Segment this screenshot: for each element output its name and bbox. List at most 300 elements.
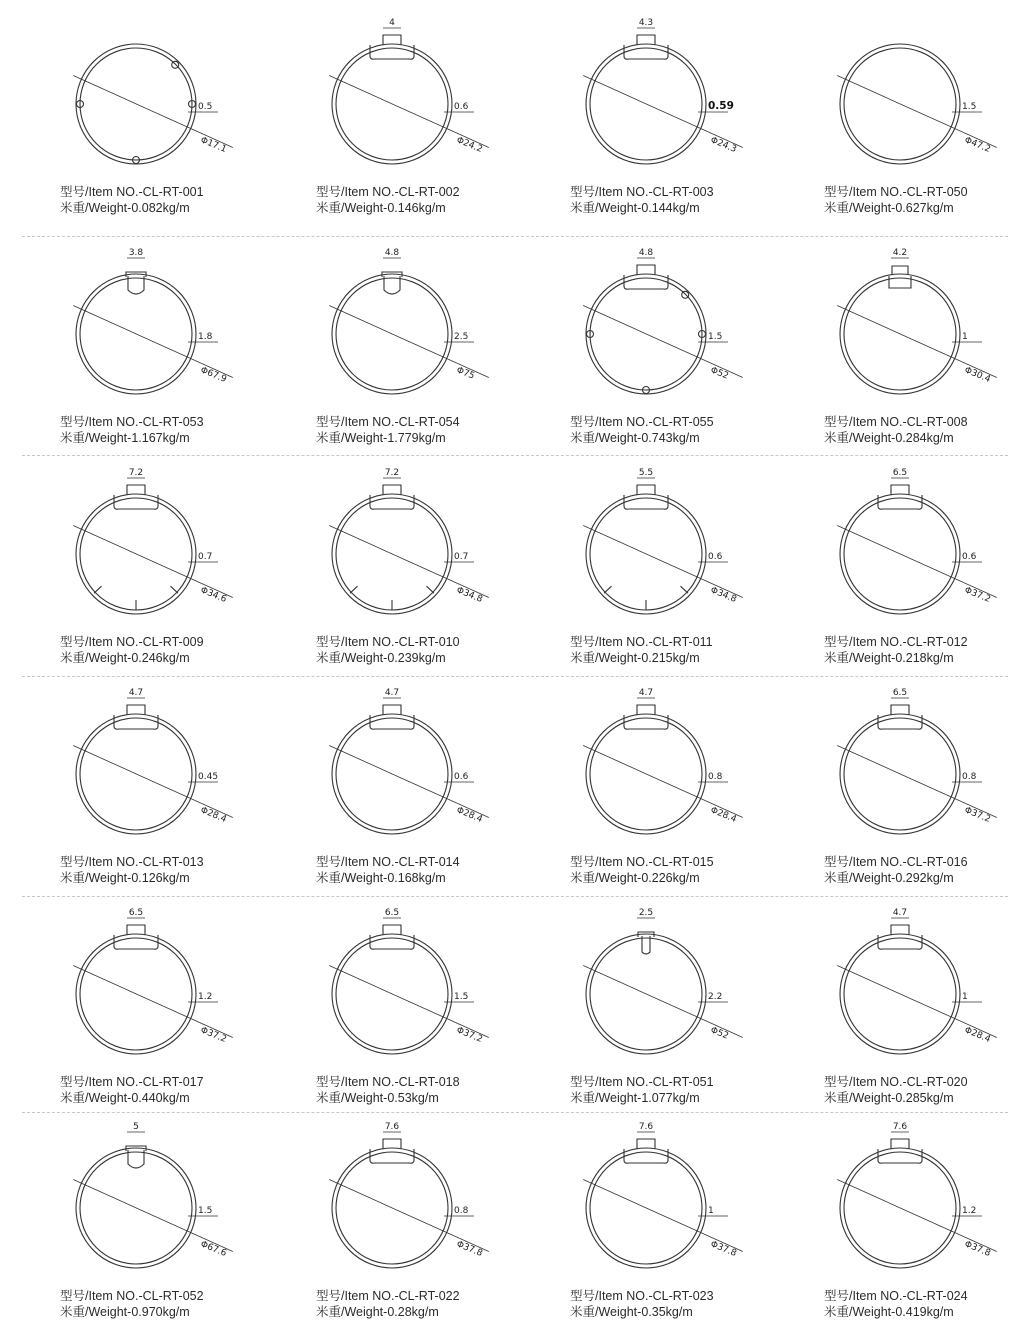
diameter-label: Φ52 bbox=[708, 1025, 730, 1042]
weight bbox=[570, 200, 714, 216]
diameter-label: Φ28.4 bbox=[454, 805, 484, 825]
profile-card bbox=[772, 898, 1013, 1116]
profile-card bbox=[264, 238, 514, 456]
item-code: CL-RT-018 bbox=[398, 1075, 460, 1089]
item-number bbox=[824, 854, 968, 870]
weight-value: 0.53kg/m bbox=[387, 1091, 439, 1105]
inner-channel bbox=[624, 1149, 668, 1163]
profile-card bbox=[264, 678, 514, 896]
weight-value: 1.077kg/m bbox=[641, 1091, 700, 1105]
item-number bbox=[316, 634, 460, 650]
profile-card bbox=[772, 238, 1013, 456]
weight-value: 0.126kg/m bbox=[131, 871, 190, 885]
item-prefix: 型号/Item NO.- bbox=[570, 185, 653, 199]
item-code: CL-RT-014 bbox=[398, 855, 460, 869]
weight bbox=[60, 650, 204, 666]
item-number bbox=[60, 184, 204, 200]
weight bbox=[824, 200, 968, 216]
item-number bbox=[570, 1074, 714, 1090]
slot-width-label: 2.5 bbox=[638, 908, 654, 918]
item-code: CL-RT-009 bbox=[142, 635, 204, 649]
item-code: CL-RT-008 bbox=[906, 415, 968, 429]
wall-thickness-label: 0.6 bbox=[454, 102, 469, 112]
weight bbox=[570, 430, 714, 446]
item-number bbox=[824, 414, 968, 430]
item-code: CL-RT-016 bbox=[906, 855, 968, 869]
item-code: CL-RT-054 bbox=[398, 415, 460, 429]
diameter-label: Φ37.8 bbox=[708, 1239, 738, 1259]
item-code: CL-RT-001 bbox=[142, 185, 204, 199]
profile-outline bbox=[76, 705, 196, 834]
item-number bbox=[824, 634, 968, 650]
weight-prefix: 米重/Weight- bbox=[316, 1091, 388, 1105]
item-prefix: 型号/Item NO.- bbox=[570, 1075, 653, 1089]
profile-drawing bbox=[8, 458, 258, 628]
weight-prefix: 米重/Weight- bbox=[316, 431, 388, 445]
weight-value: 0.144kg/m bbox=[641, 201, 700, 215]
inner-rib bbox=[350, 586, 358, 593]
item-number bbox=[60, 414, 204, 430]
weight-prefix: 米重/Weight- bbox=[316, 871, 388, 885]
item-code: CL-RT-013 bbox=[142, 855, 204, 869]
profile-outline bbox=[332, 35, 452, 164]
inner-channel bbox=[624, 495, 668, 509]
inner-channel bbox=[114, 935, 158, 949]
profile-caption bbox=[824, 634, 968, 666]
profile-drawing bbox=[772, 8, 1013, 178]
weight bbox=[316, 1304, 460, 1320]
item-prefix: 型号/Item NO.- bbox=[824, 415, 907, 429]
wall-thickness-label: 0.8 bbox=[454, 1206, 469, 1216]
item-code: CL-RT-053 bbox=[142, 415, 204, 429]
weight-value: 0.146kg/m bbox=[387, 201, 446, 215]
weight bbox=[824, 870, 968, 886]
profile-drawing bbox=[8, 8, 258, 178]
inner-channel bbox=[370, 45, 414, 59]
weight-value: 0.215kg/m bbox=[641, 651, 700, 665]
profile-outline bbox=[332, 925, 452, 1054]
profile-card bbox=[772, 8, 1013, 226]
wall-thickness-label: 0.5 bbox=[198, 102, 213, 112]
weight-value: 0.440kg/m bbox=[131, 1091, 190, 1105]
wall-thickness-label: 2.2 bbox=[708, 992, 723, 1002]
profile-drawing bbox=[772, 898, 1013, 1068]
profile-caption bbox=[824, 1074, 968, 1106]
profile-card bbox=[518, 898, 768, 1116]
weight-prefix: 米重/Weight- bbox=[824, 1305, 896, 1319]
diameter-label: Φ37.8 bbox=[962, 1239, 992, 1259]
profile-drawing bbox=[518, 238, 768, 408]
profile-caption bbox=[316, 414, 460, 446]
wall-thickness-label: 1.2 bbox=[962, 1206, 977, 1216]
item-code: CL-RT-003 bbox=[652, 185, 714, 199]
weight-prefix: 米重/Weight- bbox=[824, 431, 896, 445]
diameter-label: Φ52 bbox=[708, 365, 730, 382]
slot-width-label: 4.8 bbox=[384, 248, 400, 258]
item-code: CL-RT-012 bbox=[906, 635, 968, 649]
profile-caption bbox=[824, 854, 968, 886]
diameter-label: Φ47.2 bbox=[962, 135, 992, 155]
weight-value: 0.226kg/m bbox=[641, 871, 700, 885]
item-prefix: 型号/Item NO.- bbox=[60, 1075, 143, 1089]
weight-prefix: 米重/Weight- bbox=[60, 1091, 132, 1105]
profile-outline bbox=[586, 35, 706, 164]
profile-card bbox=[518, 8, 768, 226]
item-prefix: 型号/Item NO.- bbox=[316, 635, 399, 649]
profile-caption bbox=[570, 854, 714, 886]
slot-width-label: 5 bbox=[133, 1122, 139, 1132]
weight-value: 0.292kg/m bbox=[895, 871, 954, 885]
profile-outline bbox=[840, 1139, 960, 1268]
profile-caption bbox=[570, 414, 714, 446]
profile-card bbox=[518, 238, 768, 456]
weight-value: 0.082kg/m bbox=[131, 201, 190, 215]
weight-prefix: 米重/Weight- bbox=[316, 201, 388, 215]
diameter-label: Φ24.2 bbox=[454, 135, 484, 155]
item-prefix: 型号/Item NO.- bbox=[316, 1289, 399, 1303]
diameter-label: Φ28.4 bbox=[708, 805, 738, 825]
diameter-label: Φ67.9 bbox=[198, 365, 228, 385]
profile-drawing bbox=[264, 238, 514, 408]
item-number bbox=[570, 414, 714, 430]
slot-width-label: 4.7 bbox=[892, 908, 908, 918]
item-code: CL-RT-020 bbox=[906, 1075, 968, 1089]
profile-caption bbox=[316, 1074, 460, 1106]
diameter-label: Φ37.2 bbox=[454, 1025, 484, 1045]
weight-prefix: 米重/Weight- bbox=[316, 651, 388, 665]
profile-card bbox=[8, 8, 258, 226]
item-number bbox=[570, 1288, 714, 1304]
diameter-label: Φ24.3 bbox=[708, 135, 738, 155]
profile-caption bbox=[570, 184, 714, 216]
profile-caption bbox=[60, 414, 204, 446]
profile-outline bbox=[840, 485, 960, 614]
weight bbox=[824, 430, 968, 446]
item-prefix: 型号/Item NO.- bbox=[570, 415, 653, 429]
profile-drawing bbox=[518, 1112, 768, 1282]
item-prefix: 型号/Item NO.- bbox=[60, 185, 143, 199]
wall-thickness-label: 0.7 bbox=[454, 552, 469, 562]
profile-card bbox=[772, 458, 1013, 676]
wall-thickness-label: 1.5 bbox=[198, 1206, 213, 1216]
weight-value: 0.35kg/m bbox=[641, 1305, 693, 1319]
profile-outline bbox=[840, 705, 960, 834]
item-prefix: 型号/Item NO.- bbox=[570, 855, 653, 869]
weight-prefix: 米重/Weight- bbox=[570, 871, 642, 885]
inner-channel bbox=[114, 715, 158, 729]
row-divider bbox=[22, 676, 1008, 677]
narrow-groove bbox=[642, 936, 650, 954]
profile-caption bbox=[570, 1074, 714, 1106]
weight-prefix: 米重/Weight- bbox=[570, 201, 642, 215]
profile-card bbox=[264, 458, 514, 676]
profile-caption bbox=[570, 1288, 714, 1320]
profile-caption bbox=[60, 1074, 204, 1106]
profile-drawing bbox=[8, 898, 258, 1068]
weight-prefix: 米重/Weight- bbox=[60, 431, 132, 445]
inner-rib bbox=[681, 586, 689, 593]
profile-card bbox=[8, 678, 258, 896]
weight-value: 0.218kg/m bbox=[895, 651, 954, 665]
row-divider bbox=[22, 896, 1008, 897]
slot-width-label: 7.6 bbox=[892, 1122, 908, 1132]
weight bbox=[570, 1304, 714, 1320]
profile-outline bbox=[586, 485, 706, 614]
weight-prefix: 米重/Weight- bbox=[824, 1091, 896, 1105]
item-number bbox=[316, 1288, 460, 1304]
profile-caption bbox=[316, 1288, 460, 1320]
profile-outline bbox=[586, 265, 706, 394]
diameter-label: Φ28.4 bbox=[198, 805, 228, 825]
wall-thickness-label: 2.5 bbox=[454, 332, 469, 342]
profile-card bbox=[518, 1112, 768, 1330]
weight-prefix: 米重/Weight- bbox=[570, 1091, 642, 1105]
weight bbox=[316, 870, 460, 886]
profile-card bbox=[8, 898, 258, 1116]
profile-drawing bbox=[8, 1112, 258, 1282]
inner-rib bbox=[604, 586, 612, 593]
diameter-label: Φ37.2 bbox=[198, 1025, 228, 1045]
weight bbox=[570, 870, 714, 886]
slot-width-label: 6.5 bbox=[128, 908, 144, 918]
inner-rib bbox=[171, 586, 179, 593]
weight bbox=[60, 430, 204, 446]
item-prefix: 型号/Item NO.- bbox=[316, 1075, 399, 1089]
profile-drawing bbox=[264, 678, 514, 848]
weight bbox=[316, 430, 460, 446]
weight-value: 0.284kg/m bbox=[895, 431, 954, 445]
item-code: CL-RT-051 bbox=[652, 1075, 714, 1089]
inner-channel bbox=[878, 495, 922, 509]
profile-outline bbox=[586, 705, 706, 834]
inner-channel bbox=[370, 1149, 414, 1163]
weight-value: 0.168kg/m bbox=[387, 871, 446, 885]
profile-caption bbox=[316, 184, 460, 216]
wall-thickness-label: 1 bbox=[708, 1206, 714, 1216]
slot-width-label: 7.2 bbox=[128, 468, 144, 478]
item-number bbox=[316, 1074, 460, 1090]
wall-thickness-label: 0.8 bbox=[708, 772, 723, 782]
profile-drawing bbox=[772, 678, 1013, 848]
diameter-label: Φ34.6 bbox=[198, 585, 228, 605]
profile-card bbox=[8, 1112, 258, 1330]
inner-channel bbox=[624, 45, 668, 59]
inner-channel bbox=[370, 715, 414, 729]
diameter-label: Φ75 bbox=[454, 365, 476, 382]
item-prefix: 型号/Item NO.- bbox=[60, 635, 143, 649]
wall-thickness-label: 1 bbox=[962, 992, 968, 1002]
profile-card bbox=[518, 678, 768, 896]
wall-thickness-label: 1.5 bbox=[454, 992, 469, 1002]
weight-prefix: 米重/Weight- bbox=[824, 651, 896, 665]
profile-drawing bbox=[8, 238, 258, 408]
slot-width-label: 6.5 bbox=[384, 908, 400, 918]
wall-thickness-label: 1.8 bbox=[198, 332, 213, 342]
wall-thickness-label: 1.5 bbox=[962, 102, 977, 112]
item-number bbox=[60, 1288, 204, 1304]
profile-card bbox=[264, 1112, 514, 1330]
item-number bbox=[570, 184, 714, 200]
item-code: CL-RT-023 bbox=[652, 1289, 714, 1303]
item-prefix: 型号/Item NO.- bbox=[824, 185, 907, 199]
profile-outline bbox=[586, 932, 706, 1054]
diameter-label: Φ30.4 bbox=[962, 365, 992, 385]
weight-value: 1.779kg/m bbox=[387, 431, 446, 445]
profile-outline bbox=[332, 272, 452, 394]
item-code: CL-RT-055 bbox=[652, 415, 714, 429]
weight bbox=[316, 200, 460, 216]
item-code: CL-RT-017 bbox=[142, 1075, 204, 1089]
diameter-label: Φ37.2 bbox=[962, 585, 992, 605]
weight bbox=[316, 1090, 460, 1106]
item-number bbox=[60, 854, 204, 870]
diameter-line bbox=[583, 1180, 743, 1252]
diameter-label: Φ37.8 bbox=[454, 1239, 484, 1259]
wall-notch bbox=[682, 291, 689, 298]
item-code: CL-RT-011 bbox=[652, 635, 713, 649]
weight-prefix: 米重/Weight- bbox=[60, 871, 132, 885]
item-number bbox=[316, 414, 460, 430]
weight bbox=[824, 650, 968, 666]
profile-outline bbox=[76, 925, 196, 1054]
profile-card bbox=[772, 1112, 1013, 1330]
item-code: CL-RT-002 bbox=[398, 185, 460, 199]
slot-width-label: 4.8 bbox=[638, 248, 654, 258]
item-number bbox=[60, 1074, 204, 1090]
inner-rib bbox=[94, 586, 102, 593]
slot-width-label: 4.2 bbox=[892, 248, 908, 258]
inner-channel bbox=[370, 935, 414, 949]
item-prefix: 型号/Item NO.- bbox=[824, 855, 907, 869]
profile-outline bbox=[76, 1146, 196, 1268]
slot-width-label: 4.7 bbox=[638, 688, 654, 698]
diameter-label: Φ37.2 bbox=[962, 805, 992, 825]
item-prefix: 型号/Item NO.- bbox=[824, 1075, 907, 1089]
profile-caption bbox=[60, 634, 204, 666]
weight bbox=[60, 870, 204, 886]
weight-prefix: 米重/Weight- bbox=[60, 1305, 132, 1319]
slot-width-label: 4 bbox=[389, 18, 395, 28]
weight-value: 0.419kg/m bbox=[895, 1305, 954, 1319]
profile-drawing bbox=[772, 458, 1013, 628]
inner-channel bbox=[878, 935, 922, 949]
weight bbox=[824, 1304, 968, 1320]
slot-width-label: 4.3 bbox=[638, 18, 654, 28]
profile-caption bbox=[824, 414, 968, 446]
profile-outline bbox=[76, 485, 196, 614]
item-prefix: 型号/Item NO.- bbox=[824, 635, 907, 649]
weight bbox=[824, 1090, 968, 1106]
weight bbox=[570, 650, 713, 666]
weight bbox=[60, 1304, 204, 1320]
weight-value: 0.239kg/m bbox=[387, 651, 446, 665]
inner-channel bbox=[114, 495, 158, 509]
inner-rib bbox=[427, 586, 435, 593]
weight-prefix: 米重/Weight- bbox=[60, 651, 132, 665]
item-prefix: 型号/Item NO.- bbox=[60, 855, 143, 869]
weight-prefix: 米重/Weight- bbox=[824, 201, 896, 215]
item-prefix: 型号/Item NO.- bbox=[570, 635, 653, 649]
slot-width-label: 6.5 bbox=[892, 688, 908, 698]
weight bbox=[60, 200, 204, 216]
profile-drawing bbox=[8, 678, 258, 848]
item-prefix: 型号/Item NO.- bbox=[316, 415, 399, 429]
slot-width-label: 7.6 bbox=[384, 1122, 400, 1132]
weight-value: 0.743kg/m bbox=[641, 431, 700, 445]
item-number bbox=[316, 184, 460, 200]
slot-width-label: 6.5 bbox=[892, 468, 908, 478]
item-prefix: 型号/Item NO.- bbox=[316, 855, 399, 869]
wall-thickness-label: 0.59 bbox=[708, 100, 734, 112]
item-number bbox=[570, 634, 713, 650]
profile-caption bbox=[316, 854, 460, 886]
weight-value: 1.167kg/m bbox=[131, 431, 190, 445]
profile-card bbox=[8, 238, 258, 456]
wall-thickness-label: 0.8 bbox=[962, 772, 977, 782]
item-number bbox=[824, 184, 968, 200]
item-prefix: 型号/Item NO.- bbox=[60, 1289, 143, 1303]
diameter-label: Φ17.1 bbox=[198, 135, 228, 155]
profile-drawing bbox=[264, 1112, 514, 1282]
profile-outline bbox=[332, 485, 452, 614]
weight-prefix: 米重/Weight- bbox=[570, 1305, 642, 1319]
weight-value: 0.285kg/m bbox=[895, 1091, 954, 1105]
weight-prefix: 米重/Weight- bbox=[570, 651, 642, 665]
item-code: CL-RT-015 bbox=[652, 855, 714, 869]
diameter-line bbox=[837, 306, 997, 378]
profile-drawing bbox=[518, 458, 768, 628]
profile-caption bbox=[316, 634, 460, 666]
row-divider bbox=[22, 236, 1008, 237]
slot-width-label: 4.7 bbox=[128, 688, 144, 698]
wall-thickness-label: 1.2 bbox=[198, 992, 213, 1002]
weight-prefix: 米重/Weight- bbox=[316, 1305, 388, 1319]
wall-thickness-label: 0.45 bbox=[198, 772, 219, 782]
profile-outline bbox=[840, 266, 960, 394]
diameter-line bbox=[837, 966, 997, 1038]
inner-channel bbox=[624, 715, 668, 729]
item-prefix: 型号/Item NO.- bbox=[316, 185, 399, 199]
item-code: CL-RT-010 bbox=[398, 635, 460, 649]
profile-outline bbox=[586, 1139, 706, 1268]
diameter-label: Φ34.8 bbox=[708, 585, 738, 605]
profile-outline bbox=[332, 705, 452, 834]
profile-caption bbox=[824, 1288, 968, 1320]
diameter-label: Φ34.8 bbox=[454, 585, 484, 605]
item-number bbox=[824, 1288, 968, 1304]
profile-drawing bbox=[264, 898, 514, 1068]
weight-value: 0.970kg/m bbox=[131, 1305, 190, 1319]
wall-thickness-label: 0.7 bbox=[198, 552, 213, 562]
wall-thickness-label: 1.5 bbox=[708, 332, 723, 342]
profile-outline bbox=[76, 272, 196, 394]
profile-drawing bbox=[264, 458, 514, 628]
profile-caption bbox=[824, 184, 968, 216]
item-code: CL-RT-022 bbox=[398, 1289, 460, 1303]
profile-caption bbox=[60, 854, 204, 886]
weight bbox=[60, 1090, 204, 1106]
profile-card bbox=[518, 458, 768, 676]
diameter-label: Φ67.6 bbox=[198, 1239, 228, 1259]
profile-caption bbox=[60, 184, 204, 216]
item-prefix: 型号/Item NO.- bbox=[60, 415, 143, 429]
weight bbox=[570, 1090, 714, 1106]
profile-drawing bbox=[518, 8, 768, 178]
weight-prefix: 米重/Weight- bbox=[824, 871, 896, 885]
item-number bbox=[316, 854, 460, 870]
wall-notch bbox=[172, 61, 179, 68]
weight-value: 0.627kg/m bbox=[895, 201, 954, 215]
